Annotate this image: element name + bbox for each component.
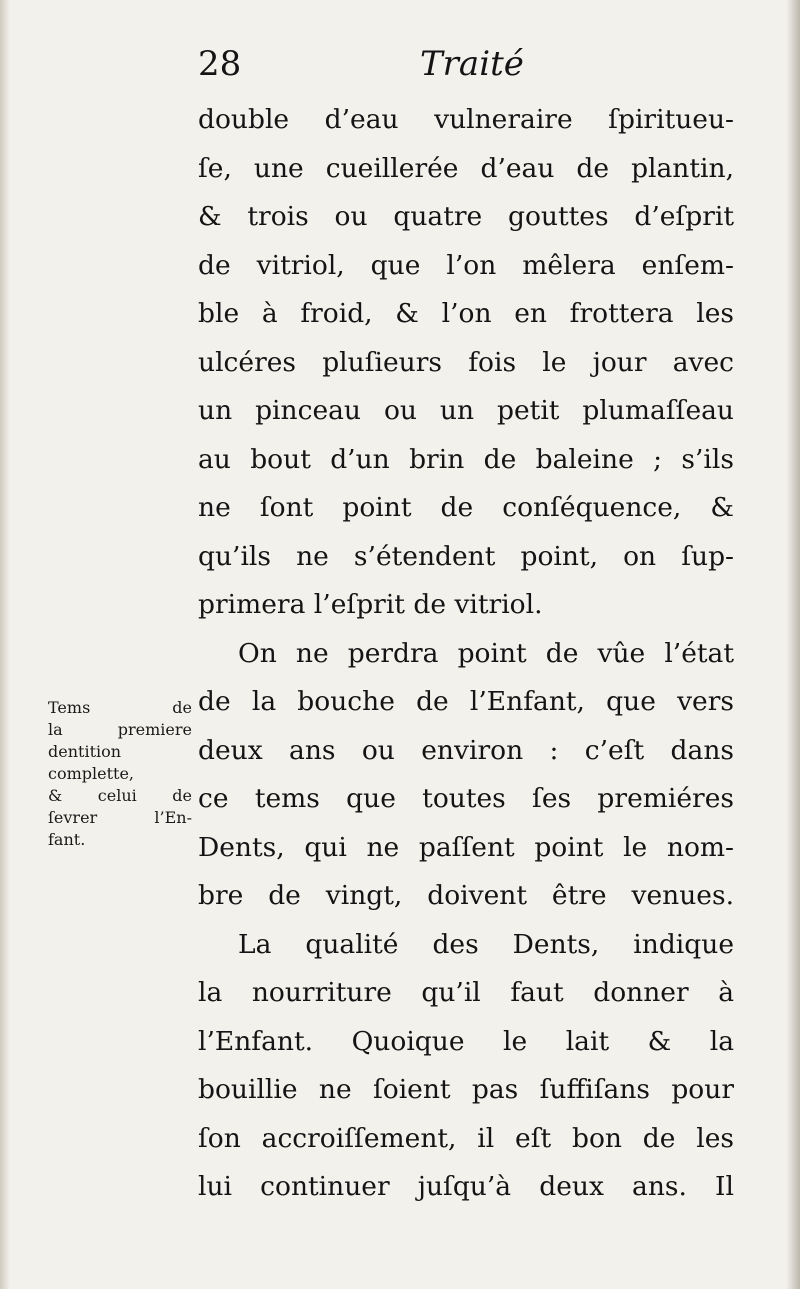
text-line: ne ſont point de conſéquence, & <box>198 492 734 523</box>
text-line: deux ans ou environ : c’eſt dans <box>198 734 734 766</box>
margin-note-line: Tems de <box>48 698 192 717</box>
margin-note-line: la premiere <box>48 720 192 739</box>
text-line: bre de vingt, doivent être venues. <box>198 880 734 911</box>
body-text <box>198 96 734 1212</box>
text-line: de vitriol, que l’on mêlera enſem- <box>198 249 734 281</box>
page-number: 28 <box>198 44 242 84</box>
text-line: l’Enfant. Quoique le lait & la <box>198 1025 734 1057</box>
margin-note <box>48 697 192 851</box>
text-line: la nourriture qu’il faut donner à <box>198 977 734 1008</box>
margin-note-line: fant. <box>48 830 86 849</box>
page-header <box>198 44 738 94</box>
text-line: & trois ou quatre gouttes d’eſprit <box>198 201 734 232</box>
running-head: Traité <box>420 44 524 84</box>
margin-note-line: dentition <box>48 742 122 761</box>
page-left-shadow <box>0 0 10 1289</box>
text-line: primera l’eſprit de vitriol. <box>198 589 543 620</box>
text-line: double d’eau vulneraire ſpiritueu- <box>198 104 734 135</box>
margin-note-line: ſevrer l’En- <box>48 808 192 827</box>
text-line: La qualité des Dents, indique <box>238 928 734 960</box>
text-line: On ne perdra point de vûe l’état <box>238 637 734 669</box>
margin-note-line: complette, <box>48 764 135 783</box>
text-line: ble à froid, & l’on en frottera les <box>198 298 734 329</box>
text-line: au bout d’un brin de baleine ; s’ils <box>198 443 734 475</box>
page-right-shadow <box>786 0 800 1289</box>
text-line: lui continuer juſqu’à deux ans. Il <box>198 1171 734 1202</box>
text-line: Dents, qui ne paſſent point le nom- <box>198 831 734 863</box>
text-line: un pinceau ou un petit plumaſſeau <box>198 395 734 426</box>
text-line: ulcéres pluſieurs fois le jour avec <box>198 346 734 378</box>
margin-note-line: & celui de <box>48 786 192 805</box>
text-line: bouillie ne ſoient pas ſuffiſans pour <box>198 1074 734 1105</box>
text-line: ſe, une cueillerée d’eau de plantin, <box>198 152 734 184</box>
text-line: ce tems que toutes ſes premiéres <box>198 783 734 814</box>
text-line: ſon accroiſſement, il eſt bon de les <box>198 1122 734 1154</box>
text-line: de la bouche de l’Enfant, que vers <box>198 686 734 717</box>
text-line: qu’ils ne s’étendent point, on ſup- <box>198 540 734 572</box>
